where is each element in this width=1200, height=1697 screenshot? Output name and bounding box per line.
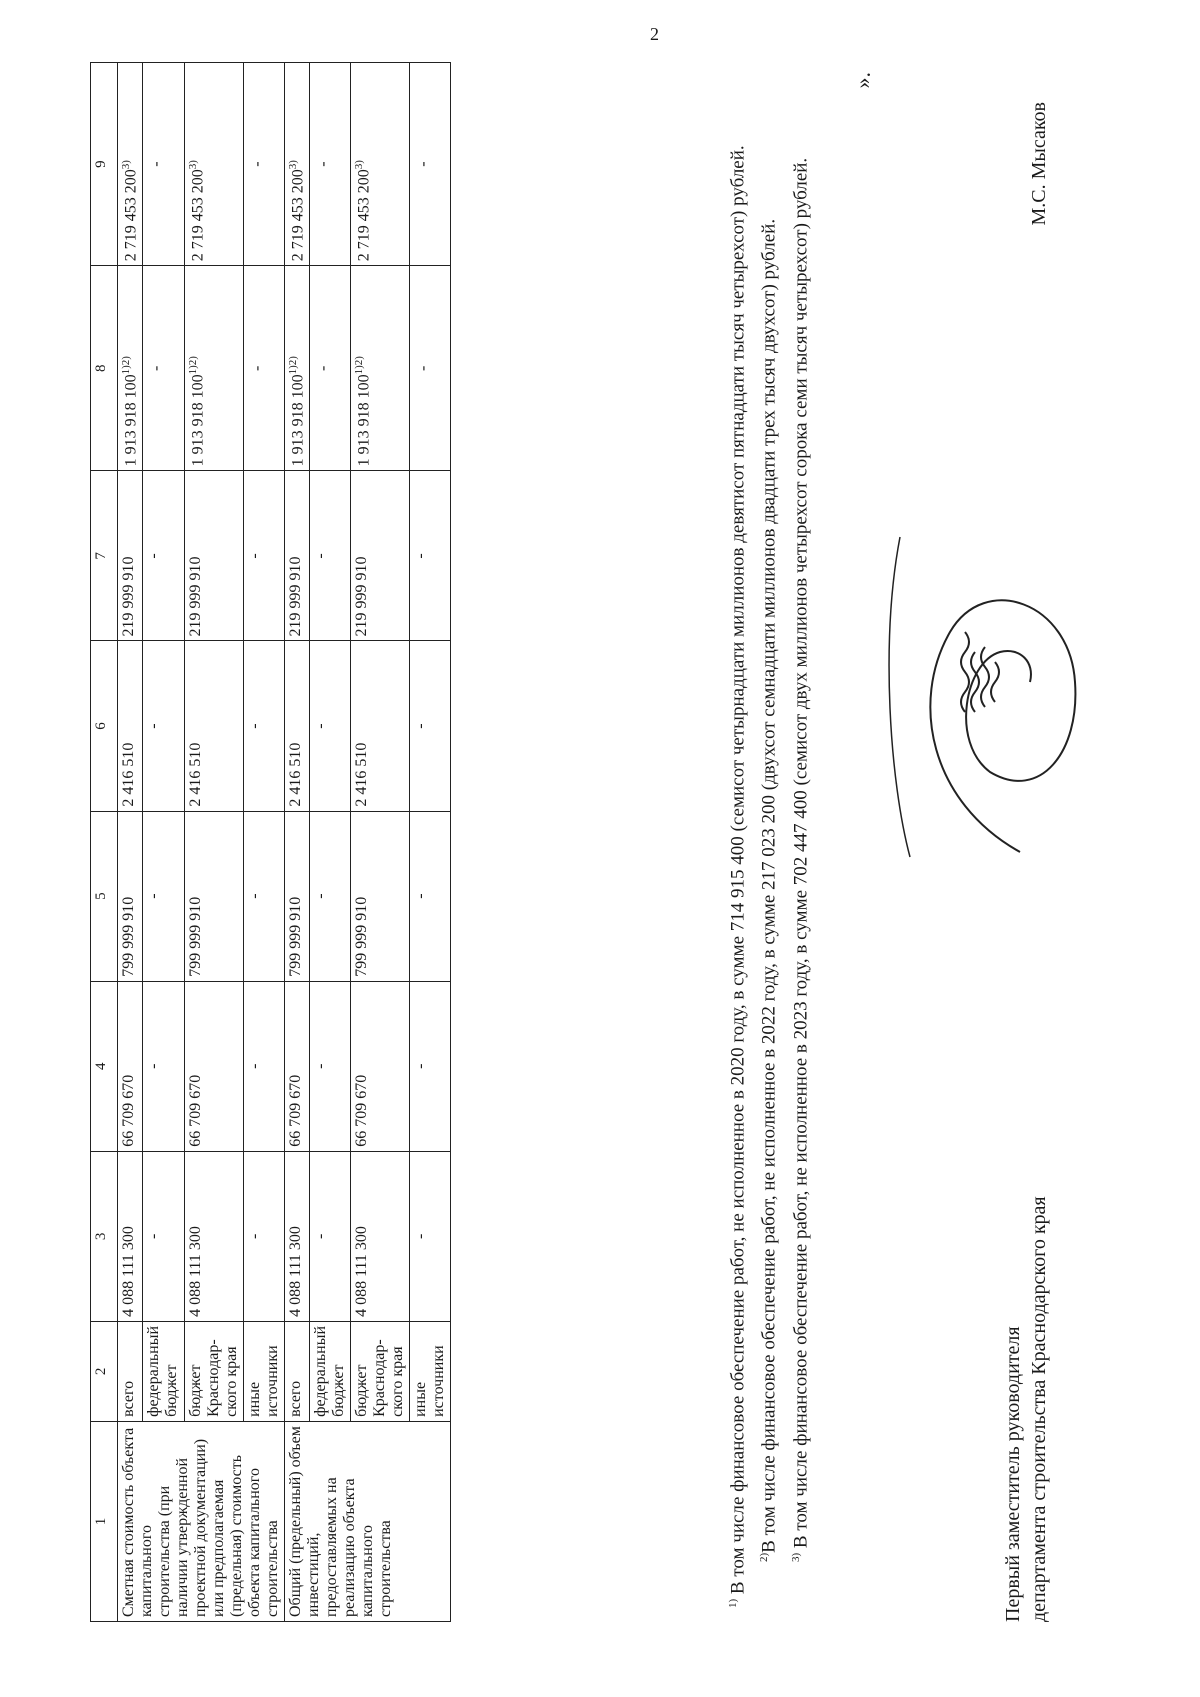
amount-cell: -	[143, 1151, 184, 1321]
amount-cell: 1 913 918 $100^{1)2)}$	[184, 266, 243, 471]
funding-source: иные источники	[410, 1321, 451, 1421]
amount-cell: 2 719 453 200$^{3)}$	[118, 63, 143, 266]
amount-cell: 799 999 910	[351, 811, 410, 981]
amount-cell: -	[243, 1151, 284, 1321]
footnotes	[720, 62, 814, 1622]
col-header: 2	[91, 1321, 118, 1421]
row-group-label: Общий (предельный) объем инвестиций, предоставляемых на реализацию объекта капитального строительства	[285, 1421, 451, 1621]
amount-cell: 2 416 510	[118, 641, 143, 811]
funding-source: федеральный бюджет	[143, 1321, 184, 1421]
amount-cell: -	[143, 641, 184, 811]
amount-cell: -	[143, 981, 184, 1151]
amount-cell: 66 709 670	[118, 981, 143, 1151]
amount-cell: -	[243, 811, 284, 981]
amount-cell: -	[143, 266, 184, 471]
amount-cell: 1 913 918 $100^{1)2)}$	[118, 266, 143, 471]
amount-cell: -	[310, 811, 351, 981]
funding-source: федеральный бюджет	[310, 1321, 351, 1421]
amount-cell: -	[310, 1151, 351, 1321]
table-row	[118, 63, 143, 1622]
amount-cell: -	[410, 266, 451, 471]
amount-cell: 66 709 670	[351, 981, 410, 1151]
amount-cell: -	[243, 266, 284, 471]
amount-cell: -	[410, 811, 451, 981]
table-row	[285, 63, 310, 1622]
amount-cell: -	[410, 471, 451, 641]
header-row	[91, 63, 118, 1622]
amount-cell: 66 709 670	[285, 981, 310, 1151]
amount-cell: 219 999 910	[351, 471, 410, 641]
funding-source: всего	[285, 1321, 310, 1421]
funding-source: иные источники	[243, 1321, 284, 1421]
closing-quote: ».	[850, 72, 875, 89]
col-header: 6	[91, 641, 118, 811]
investment-table	[90, 62, 451, 1622]
table-row	[184, 63, 243, 1622]
amount-cell: -	[410, 63, 451, 266]
amount-cell: -	[310, 981, 351, 1151]
amount-cell: -	[410, 641, 451, 811]
amount-cell: -	[310, 63, 351, 266]
amount-cell: 1 913 918 $100^{1)2)}$	[351, 266, 410, 471]
col-header: 3	[91, 1151, 118, 1321]
table-row	[243, 63, 284, 1622]
funding-source: бюджет Краснодар-ского края	[351, 1321, 410, 1421]
footnote-3: $^{3)}$ В том числе финансовое обеспечение работ, не исполненное в 2023 году, в сумме 702 447 400 (семисот двух миллионов четырехсот сорока семи тысяч четырехсот) рублей.	[789, 157, 811, 1562]
row-group-label: Сметная стоимость объекта капитального строительства (при наличии утвержденной проектной документации) или предполагаемая (предельная) стоимость объекта капитального строительства	[118, 1421, 285, 1621]
signatory-title-1: Первый заместитель руководителя	[1002, 1326, 1024, 1622]
amount-cell: -	[243, 63, 284, 266]
signature-block	[1000, 62, 1052, 1622]
amount-cell: -	[410, 981, 451, 1151]
amount-cell: -	[310, 641, 351, 811]
amount-cell: 799 999 910	[184, 811, 243, 981]
table-row	[351, 63, 410, 1622]
amount-cell: 2 416 510	[285, 641, 310, 811]
amount-cell: -	[243, 641, 284, 811]
funding-source: всего	[118, 1321, 143, 1421]
footnote-1: $^{1)}$ В том числе финансовое обеспечение работ, не исполненное в 2020 году, в сумме 714 915 400 (семисот четырнадцати миллионов девятисот пятнадцати тысяч четырехсот) рублей.	[727, 145, 749, 1608]
col-header: 5	[91, 811, 118, 981]
amount-cell: -	[143, 63, 184, 266]
amount-cell: 2 719 453 200$^{3)}$	[184, 63, 243, 266]
signatory-name: М.С. Мысаков	[1028, 102, 1050, 226]
sheet-content	[70, 62, 1130, 1622]
amount-cell: 2 719 453 200$^{3)}$	[351, 63, 410, 266]
footnote-2: $^{2)}$В том числе финансовое обеспечение работ, не исполненное в 2022 году, в сумме 217 023 200 (двухсот семнадцати миллионов двадцати трех тысяч двухсот) рублей.	[758, 218, 780, 1562]
amount-cell: 2 416 510	[351, 641, 410, 811]
col-header: 1	[91, 1421, 118, 1621]
handwritten-signature	[870, 532, 1090, 862]
amount-cell: 219 999 910	[184, 471, 243, 641]
amount-cell: 4 088 111 300	[351, 1151, 410, 1321]
signatory-title-2: департамента строительства Краснодарского края	[1028, 1196, 1050, 1622]
amount-cell: -	[243, 471, 284, 641]
table-row	[143, 63, 184, 1622]
col-header: 4	[91, 981, 118, 1151]
page-number: 2	[650, 24, 659, 44]
table-row	[310, 63, 351, 1622]
amount-cell: 1 913 918 $100^{1)2)}$	[285, 266, 310, 471]
amount-cell: 4 088 111 300	[118, 1151, 143, 1321]
amount-cell: 4 088 111 300	[285, 1151, 310, 1321]
amount-cell: -	[410, 1151, 451, 1321]
rotated-sheet	[70, 62, 1130, 1622]
amount-cell: 2 416 510	[184, 641, 243, 811]
amount-cell: 2 719 453 200$^{3)}$	[285, 63, 310, 266]
amount-cell: 4 088 111 300	[184, 1151, 243, 1321]
col-header: 7	[91, 471, 118, 641]
amount-cell: -	[310, 266, 351, 471]
amount-cell: -	[243, 981, 284, 1151]
amount-cell: 799 999 910	[285, 811, 310, 981]
amount-cell: -	[143, 811, 184, 981]
funding-source: бюджет Краснодар-ского края	[184, 1321, 243, 1421]
table-row	[410, 63, 451, 1622]
amount-cell: 799 999 910	[118, 811, 143, 981]
amount-cell: -	[143, 471, 184, 641]
amount-cell: 219 999 910	[285, 471, 310, 641]
amount-cell: 66 709 670	[184, 981, 243, 1151]
amount-cell: -	[310, 471, 351, 641]
amount-cell: 219 999 910	[118, 471, 143, 641]
col-header: 8	[91, 266, 118, 471]
col-header: 9	[91, 63, 118, 266]
